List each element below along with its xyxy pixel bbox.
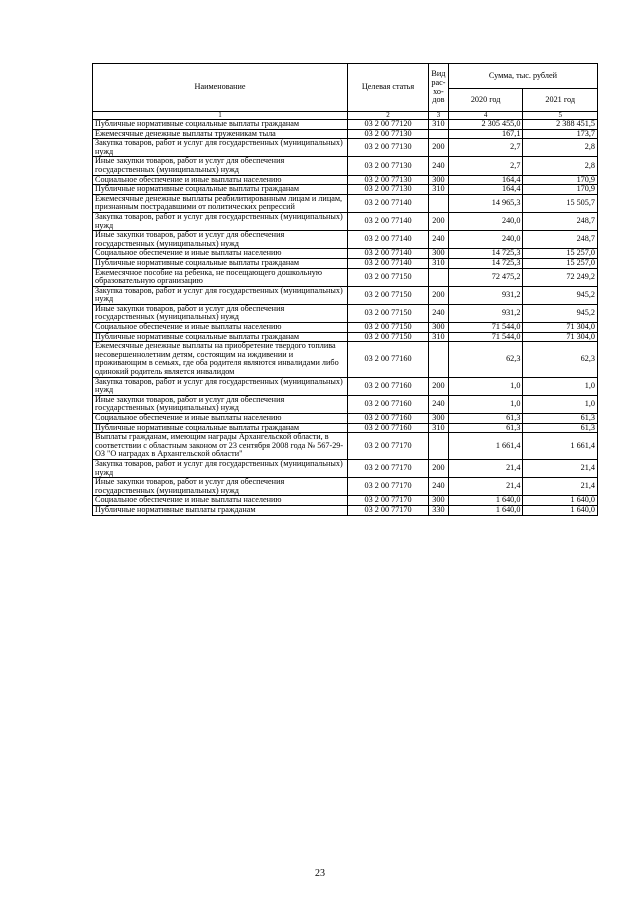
header-name: Наименование: [93, 64, 348, 112]
row-target-code: 03 2 00 77170: [348, 496, 429, 506]
row-expense-kind: 300: [428, 496, 448, 506]
row-target-code: 03 2 00 77140: [348, 194, 429, 212]
row-expense-kind: 300: [428, 175, 448, 185]
row-target-code: 03 2 00 77140: [348, 231, 429, 249]
table-row: [93, 139, 598, 157]
row-amount-2021: 1 661,4: [523, 433, 598, 460]
row-expense-kind: [428, 433, 448, 460]
row-target-code: 03 2 00 77160: [348, 423, 429, 433]
row-amount-2020: 240,0: [448, 231, 523, 249]
row-expense-kind: 300: [428, 249, 448, 259]
row-amount-2021: 71 304,0: [523, 323, 598, 333]
row-target-code: 03 2 00 77170: [348, 433, 429, 460]
row-amount-2020: 2 305 455,0: [448, 120, 523, 130]
row-amount-2020: 71 544,0: [448, 323, 523, 333]
row-expense-kind: 310: [428, 185, 448, 195]
table-row: [93, 377, 598, 395]
table-row: [93, 268, 598, 286]
table-row: [93, 194, 598, 212]
row-name: Публичные нормативные социальные выплаты гражданам: [93, 423, 348, 433]
row-target-code: 03 2 00 77160: [348, 414, 429, 424]
row-target-code: 03 2 00 77170: [348, 459, 429, 477]
table-row: [93, 212, 598, 230]
row-target-code: 03 2 00 77170: [348, 505, 429, 515]
row-name: Социальное обеспечение и иные выплаты населению: [93, 175, 348, 185]
table-row: [93, 459, 598, 477]
row-expense-kind: [428, 268, 448, 286]
row-amount-2020: 61,3: [448, 423, 523, 433]
row-name: Иные закупки товаров, работ и услуг для обеспечения государственных (муниципальных) нужд: [93, 157, 348, 175]
row-expense-kind: 240: [428, 395, 448, 413]
row-amount-2021: 945,2: [523, 286, 598, 304]
row-amount-2020: 2,7: [448, 157, 523, 175]
row-expense-kind: 300: [428, 323, 448, 333]
table-row: [93, 231, 598, 249]
table-row: [93, 505, 598, 515]
header-year-2021: 2021 год: [523, 89, 598, 112]
row-target-code: 03 2 00 77140: [348, 212, 429, 230]
row-amount-2021: 1,0: [523, 395, 598, 413]
header-sum: Сумма, тыс. рублей: [448, 64, 597, 89]
row-amount-2020: 61,3: [448, 414, 523, 424]
row-target-code: 03 2 00 77170: [348, 478, 429, 496]
row-amount-2021: 72 249,2: [523, 268, 598, 286]
row-amount-2021: 15 257,0: [523, 258, 598, 268]
row-target-code: 03 2 00 77130: [348, 129, 429, 139]
table-row: [93, 433, 598, 460]
row-amount-2021: 2,8: [523, 139, 598, 157]
row-name: Иные закупки товаров, работ и услуг для обеспечения государственных (муниципальных) нужд: [93, 395, 348, 413]
row-target-code: 03 2 00 77130: [348, 175, 429, 185]
table-row: [93, 414, 598, 424]
row-amount-2020: 931,2: [448, 304, 523, 322]
row-amount-2020: 164,4: [448, 175, 523, 185]
row-target-code: 03 2 00 77130: [348, 157, 429, 175]
row-amount-2021: 1,0: [523, 377, 598, 395]
row-target-code: 03 2 00 77160: [348, 377, 429, 395]
header-kind: Вид рас-хо-дов: [428, 64, 448, 112]
row-expense-kind: 310: [428, 423, 448, 433]
row-expense-kind: 200: [428, 212, 448, 230]
column-number: 1: [93, 112, 348, 120]
row-amount-2021: 21,4: [523, 459, 598, 477]
row-name: Социальное обеспечение и иные выплаты населению: [93, 323, 348, 333]
row-amount-2021: 170,9: [523, 185, 598, 195]
table-row: [93, 258, 598, 268]
row-amount-2020: 164,4: [448, 185, 523, 195]
row-expense-kind: 200: [428, 286, 448, 304]
row-target-code: 03 2 00 77160: [348, 342, 429, 377]
row-name: Иные закупки товаров, работ и услуг для обеспечения государственных (муниципальных) нужд: [93, 231, 348, 249]
row-amount-2021: 248,7: [523, 231, 598, 249]
row-name: Ежемесячные денежные выплаты труженикам тыла: [93, 129, 348, 139]
row-amount-2020: 71 544,0: [448, 332, 523, 342]
row-name: Публичные нормативные социальные выплаты гражданам: [93, 120, 348, 130]
header-target: Целевая статья: [348, 64, 429, 112]
row-amount-2020: 1 640,0: [448, 496, 523, 506]
row-amount-2021: 2,8: [523, 157, 598, 175]
row-target-code: 03 2 00 77160: [348, 395, 429, 413]
row-expense-kind: 310: [428, 332, 448, 342]
row-expense-kind: [428, 129, 448, 139]
table-body: [93, 112, 598, 516]
table-row: [93, 395, 598, 413]
column-number: 3: [428, 112, 448, 120]
table-row: [93, 323, 598, 333]
row-amount-2020: 1,0: [448, 395, 523, 413]
table-row: [93, 304, 598, 322]
row-expense-kind: 200: [428, 377, 448, 395]
row-amount-2021: 248,7: [523, 212, 598, 230]
row-target-code: 03 2 00 77140: [348, 249, 429, 259]
row-amount-2021: 15 505,7: [523, 194, 598, 212]
row-target-code: 03 2 00 77120: [348, 120, 429, 130]
row-amount-2020: 14 965,3: [448, 194, 523, 212]
row-amount-2021: 1 640,0: [523, 505, 598, 515]
row-name: Ежемесячное пособие на ребенка, не посещающего дошкольную образовательную организацию: [93, 268, 348, 286]
row-name: Социальное обеспечение и иные выплаты населению: [93, 249, 348, 259]
row-expense-kind: [428, 342, 448, 377]
row-expense-kind: 240: [428, 304, 448, 322]
table-row: [93, 249, 598, 259]
row-amount-2020: 14 725,3: [448, 258, 523, 268]
budget-table: [92, 63, 598, 516]
row-expense-kind: 200: [428, 459, 448, 477]
row-amount-2021: 15 257,0: [523, 249, 598, 259]
row-amount-2020: 240,0: [448, 212, 523, 230]
row-name: Выплаты гражданам, имеющим награды Архангельской области, в соответствии с областным законом от 23 сентября 2008 года № 567-29-ОЗ "О наградах в Архангельской области": [93, 433, 348, 460]
row-name: Иные закупки товаров, работ и услуг для обеспечения государственных (муниципальных) нужд: [93, 304, 348, 322]
row-amount-2021: 21,4: [523, 478, 598, 496]
row-target-code: 03 2 00 77130: [348, 139, 429, 157]
row-amount-2021: 2 388 451,5: [523, 120, 598, 130]
row-expense-kind: 240: [428, 231, 448, 249]
table-row: [93, 157, 598, 175]
row-name: Ежемесячные денежные выплаты реабилитированным лицам и лицам, признанным пострадавшими от политических репрессий: [93, 194, 348, 212]
row-expense-kind: 300: [428, 414, 448, 424]
row-name: Закупка товаров, работ и услуг для государственных (муниципальных) нужд: [93, 139, 348, 157]
column-number: 4: [448, 112, 523, 120]
row-amount-2021: 61,3: [523, 414, 598, 424]
row-amount-2020: 14 725,3: [448, 249, 523, 259]
row-amount-2021: 61,3: [523, 423, 598, 433]
row-name: Закупка товаров, работ и услуг для государственных (муниципальных) нужд: [93, 286, 348, 304]
row-target-code: 03 2 00 77150: [348, 332, 429, 342]
header-year-2020: 2020 год: [448, 89, 523, 112]
row-target-code: 03 2 00 77150: [348, 304, 429, 322]
row-name: Публичные нормативные выплаты гражданам: [93, 505, 348, 515]
row-amount-2020: 21,4: [448, 459, 523, 477]
row-amount-2020: 1,0: [448, 377, 523, 395]
row-amount-2020: 21,4: [448, 478, 523, 496]
table-row: [93, 185, 598, 195]
row-name: Социальное обеспечение и иные выплаты населению: [93, 496, 348, 506]
row-name: Социальное обеспечение и иные выплаты населению: [93, 414, 348, 424]
row-expense-kind: 330: [428, 505, 448, 515]
row-expense-kind: 200: [428, 139, 448, 157]
table-row: [93, 120, 598, 130]
table-row: [93, 496, 598, 506]
row-name: Публичные нормативные социальные выплаты гражданам: [93, 258, 348, 268]
row-amount-2020: 1 640,0: [448, 505, 523, 515]
table-row: [93, 478, 598, 496]
row-name: Закупка товаров, работ и услуг для государственных (муниципальных) нужд: [93, 212, 348, 230]
row-amount-2020: 2,7: [448, 139, 523, 157]
row-target-code: 03 2 00 77130: [348, 185, 429, 195]
row-name: Публичные нормативные социальные выплаты гражданам: [93, 332, 348, 342]
table-row: [93, 286, 598, 304]
row-name: Закупка товаров, работ и услуг для государственных (муниципальных) нужд: [93, 377, 348, 395]
row-amount-2021: 71 304,0: [523, 332, 598, 342]
row-name: Ежемесячные денежные выплаты на приобретение твердого топлива несовершеннолетним детям, состоящим на иждивении и проживающим в семьях, где оба родителя являются инвалидами либо одинокий родитель является инвалидом: [93, 342, 348, 377]
row-target-code: 03 2 00 77150: [348, 268, 429, 286]
row-amount-2020: 62,3: [448, 342, 523, 377]
page-number: 23: [315, 868, 325, 879]
row-amount-2021: 945,2: [523, 304, 598, 322]
column-number: 2: [348, 112, 429, 120]
row-expense-kind: [428, 194, 448, 212]
row-expense-kind: 240: [428, 157, 448, 175]
row-amount-2021: 170,9: [523, 175, 598, 185]
row-amount-2020: 931,2: [448, 286, 523, 304]
column-number: 5: [523, 112, 598, 120]
table-row: [93, 342, 598, 377]
row-amount-2021: 1 640,0: [523, 496, 598, 506]
row-amount-2020: 72 475,2: [448, 268, 523, 286]
row-name: Публичные нормативные социальные выплаты гражданам: [93, 185, 348, 195]
row-amount-2020: 1 661,4: [448, 433, 523, 460]
row-amount-2021: 62,3: [523, 342, 598, 377]
row-target-code: 03 2 00 77140: [348, 258, 429, 268]
row-target-code: 03 2 00 77150: [348, 323, 429, 333]
row-expense-kind: 310: [428, 120, 448, 130]
row-expense-kind: 240: [428, 478, 448, 496]
row-name: Иные закупки товаров, работ и услуг для обеспечения государственных (муниципальных) нужд: [93, 478, 348, 496]
row-name: Закупка товаров, работ и услуг для государственных (муниципальных) нужд: [93, 459, 348, 477]
row-amount-2021: 173,7: [523, 129, 598, 139]
row-target-code: 03 2 00 77150: [348, 286, 429, 304]
row-expense-kind: 310: [428, 258, 448, 268]
row-amount-2020: 167,1: [448, 129, 523, 139]
